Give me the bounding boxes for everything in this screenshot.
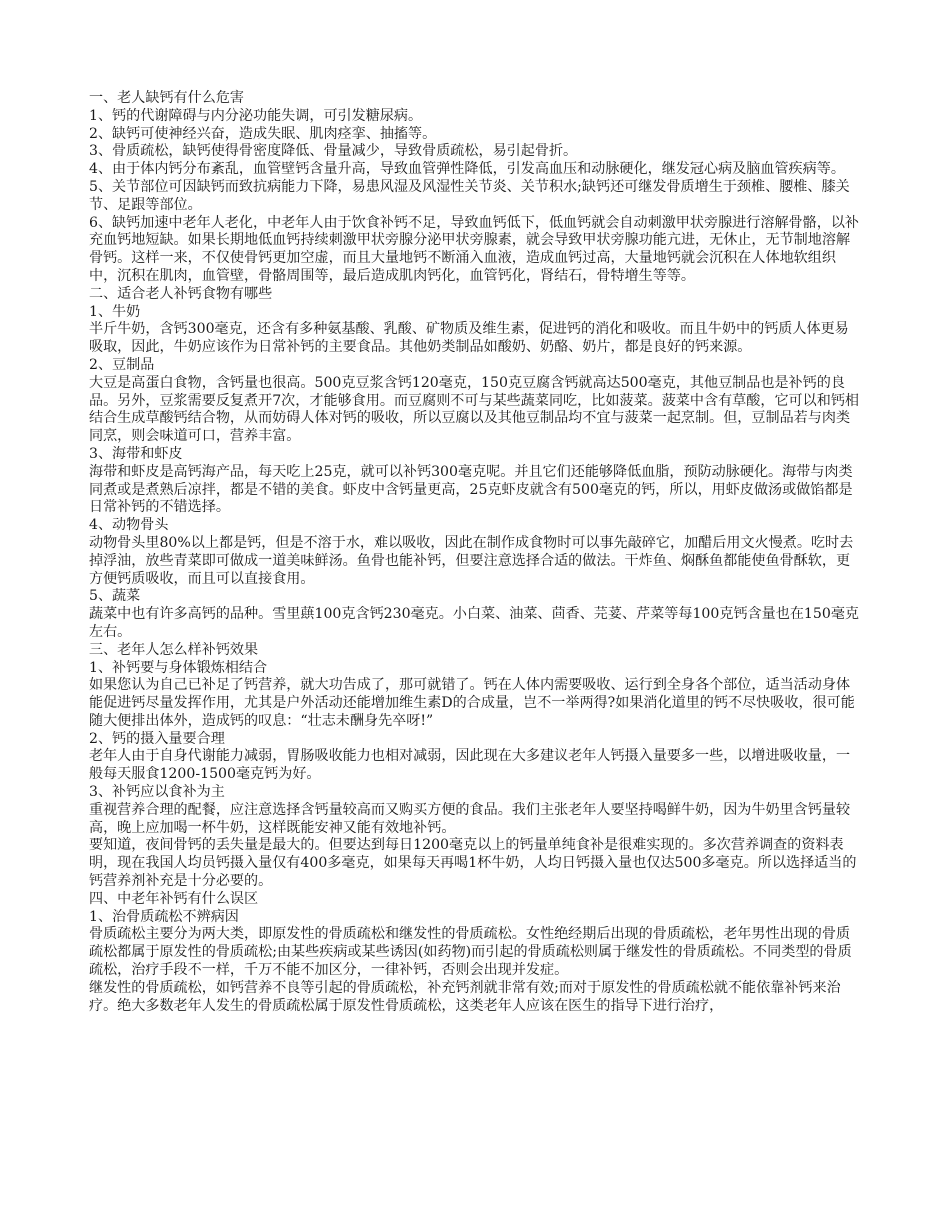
paragraph: 如果您认为自己已补足了钙营养，就大功告成了，那可就错了。钙在人体内需要吸收、运行到全身各个部位，适当活动身体能促进钙尽量发挥作用，尤其是户外活动还能增加维生素D的合成量，岂不一举两得?如果消化道里的钙不尽快吸收，很可能随大便排出体外，造成钙的叹息：“壮志未酬身先卒呀!”: [89, 677, 855, 729]
paragraph: 海带和虾皮是高钙海产品，每天吃上25克，就可以补钙300毫克呢。并且它们还能够降低血脂，预防动脉硬化。海带与肉类同煮或是煮熟后凉拌，都是不错的美食。虾皮中含钙量更高，25克虾皮就含有500毫克的钙，所以，用虾皮做汤或做馅都是日常补钙的不错选择。: [89, 463, 853, 516]
paragraph: 老年人由于自身代谢能力减弱，胃肠吸收能力也相对减弱，因此现在大多建议老年人钙摄入量要多一些，以增进吸收量，一般每天服食1200-1500毫克钙为好。: [89, 748, 851, 783]
section-3-title: 三、老年人怎么样补钙效果: [89, 641, 259, 658]
document-body: [89, 90, 861, 1015]
list-item: 2、缺钙可使神经兴奋，造成失眠、肌肉痉挛、抽搐等。: [89, 125, 437, 142]
paragraph: 半斤牛奶，含钙300毫克，还含有多种氨基酸、乳酸、矿物质及维生素，促进钙的消化和吸收。而且牛奶中的钙质人体更易吸取，因此，牛奶应该作为日常补钙的主要食品。其他奶类制品如酸奶、奶酪、奶片，都是良好的钙来源。: [89, 321, 849, 356]
subsection-title: 5、蔬菜: [89, 588, 141, 605]
paragraph: 骨质疏松主要分为两大类，即原发性的骨质疏松和继发性的骨质疏松。女性绝经期后出现的骨质疏松，老年男性出现的骨质疏松都属于原发性的骨质疏松;由某些疾病或某些诱因(如药物)而引起的骨质疏松则属于继发性的骨质疏松。不同类型的骨质疏松，治疗手段不一样，千万不能不加区分，一律补钙，否则会出现并发症。: [89, 926, 852, 979]
paragraph: 蔬菜中也有许多高钙的品种。雪里蕻100克含钙230毫克。小白菜、油菜、茴香、芫荽、芹菜等每100克钙含量也在150毫克左右。: [89, 606, 860, 640]
subsection-title: 3、海带和虾皮: [89, 445, 183, 462]
paragraph: 大豆是高蛋白食物，含钙量也很高。500克豆浆含钙120毫克，150克豆腐含钙就高达500毫克，其他豆制品也是补钙的良品。另外，豆浆需要反复煮开7次，才能够食用。而豆腐则不可与某些蔬菜同吃，比如菠菜。菠菜中含有草酸，它可以和钙相结合生成草酸钙结合物，从而妨碍人体对钙的吸收，所以豆腐以及其他豆制品均不宜与菠菜一起烹制。但，豆制品若与肉类同烹，则会味道可口，营养丰富。: [89, 374, 860, 445]
subsection-title: 4、动物骨头: [89, 517, 169, 534]
list-item: 1、钙的代谢障碍与内分泌功能失调，可引发糖尿病。: [89, 107, 423, 124]
subsection-title: 2、豆制品: [89, 356, 155, 373]
subsection-title: 2、钙的摄入量要合理: [89, 730, 225, 747]
paragraph: 继发性的骨质疏松，如钙营养不良等引起的骨质疏松，补充钙剂就非常有效;而对于原发性的骨质疏松就不能依靠补钙来治疗。绝大多数老年人发生的骨质疏松属于原发性骨质疏松，这类老年人应该在医生的指导下进行治疗，: [89, 979, 841, 1014]
section-4-title: 四、中老年补钙有什么误区: [89, 890, 259, 907]
paragraph: 要知道，夜间骨钙的丢失量是最大的。但要达到每日1200毫克以上的钙量单纯食补是很难实现的。多次营养调查的资料表明，现在我国人均员钙摄入量仅有400多毫克，如果每天再喝1杯牛奶，人均日钙摄入量也仅达500多毫克。所以选择适当的钙营养剂补充是十分必要的。: [89, 837, 857, 890]
subsection-title: 1、补钙要与身体锻炼相结合: [89, 659, 268, 676]
paragraph: 重视营养合理的配餐，应注意选择含钙量较高而又购买方便的食品。我们主张老年人要坚持喝鲜牛奶，因为牛奶里含钙量较高，晚上应加喝一杯牛奶，这样既能安神又能有效地补钙。: [89, 801, 851, 836]
list-item: 5、关节部位可因缺钙而致抗病能力下降，易患风湿及风湿性关节炎、关节积水;缺钙还可继发骨质增生于颈椎、腰椎、膝关节、足跟等部位。: [89, 178, 850, 213]
paragraph: 动物骨头里80%以上都是钙，但是不溶于水，难以吸收，因此在制作成食物时可以事先敲碎它，加醋后用文火慢煮。吃时去掉浮油，放些青菜即可做成一道美味鲜汤。鱼骨也能补钙，但要注意选择合适的做法。干炸鱼、焖酥鱼都能使鱼骨酥软，更方便钙质吸收，而且可以直接食用。: [89, 534, 854, 587]
section-2-title: 二、适合老人补钙食物有哪些: [89, 285, 273, 302]
list-item: 4、由于体内钙分布紊乱，血管壁钙含量升高，导致血管弹性降低，引发高血压和动脉硬化，继发冠心病及脑血管疾病等。: [89, 161, 845, 178]
list-item: 3、骨质疏松，缺钙使得骨密度降低、骨量减少，导致骨质疏松，易引起骨折。: [89, 143, 578, 160]
list-item: 6、缺钙加速中老年人老化，中老年人由于饮食补钙不足，导致血钙低下，低血钙就会自动刺激甲状旁腺进行溶解骨骼，以补充血钙地短缺。如果长期地低血钙持续刺激甲状旁腺分泌甲状旁腺素，就会导致甲状旁腺功能亢进，无休止，无节制地溶解骨钙。这样一来，不仅使骨钙更加空虚，而且大量地钙不断涌入血液，造成血钙过高，大量地钙就会沉积在人体地软组织中，沉积在肌肉，血管壁，骨骼周围等，最后造成肌肉钙化，血管钙化，肾结石，骨特增生等等。: [89, 214, 860, 284]
subsection-title: 1、治骨质疏松不辨病因: [89, 908, 239, 925]
subsection-title: 3、补钙应以食补为主: [89, 784, 225, 801]
subsection-title: 1、牛奶: [89, 303, 141, 320]
section-1-title: 一、老人缺钙有什么危害: [89, 90, 245, 106]
